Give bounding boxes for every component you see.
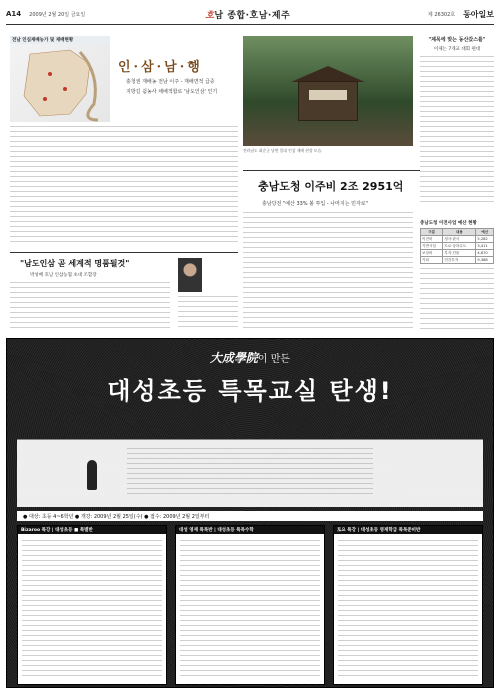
map-svg	[10, 44, 110, 122]
map-graphic	[10, 44, 110, 122]
sidebar-subtitle: 이제는 7개교 대회 편대	[433, 47, 481, 52]
table-title: 충남도청 이전사업 예산 현황	[420, 221, 477, 226]
table-cell: 이전비	[421, 236, 443, 243]
table-cell: 4,870	[476, 250, 494, 257]
feature-keyword: 인·삼·남·행	[118, 60, 203, 75]
ad-description-text	[127, 448, 373, 498]
ad-info-row: ● 대상: 초등 4~6학년 ● 개강: 2009년 2월 25일(수) ● 접수: 2009년 2월 2일부터	[17, 511, 483, 521]
table-cell: 5,282	[476, 236, 494, 243]
table-row	[421, 243, 494, 250]
photo-roof	[291, 66, 365, 82]
photo-building	[298, 81, 358, 121]
table-notes-text	[420, 268, 494, 330]
section-title	[205, 8, 290, 21]
table-row	[421, 236, 494, 243]
photo-sign	[309, 90, 347, 100]
paper-name: 동아일보	[463, 9, 494, 19]
column-body-text-2	[178, 296, 238, 330]
table-header: 예산	[476, 229, 494, 236]
microphone-icon	[87, 460, 97, 490]
table-cell: 도로·상하수도	[443, 243, 476, 250]
advertisement	[6, 338, 494, 688]
ad-column-title: Bizaroo 특강 | 대성초등 ■ 특별반	[18, 526, 166, 534]
feature-body-text	[10, 126, 238, 246]
table-row	[421, 257, 494, 264]
ad-description-panel	[17, 439, 483, 507]
table-header-row	[421, 229, 494, 236]
ad-column-title: 토요 특강 | 대성초등 영재학급 특목준비반	[334, 526, 482, 534]
table-row	[421, 250, 494, 257]
column-rule	[10, 252, 238, 253]
article-body-text	[243, 212, 413, 330]
map-marker	[48, 72, 52, 76]
table-cell: 민간투자	[443, 257, 476, 264]
column-headline: "남도인삼 곧 세계적 명품될것"	[20, 259, 130, 268]
ad-column-text	[180, 540, 320, 678]
page-header	[6, 6, 494, 22]
budget-table	[420, 228, 494, 264]
page-number: A14	[6, 10, 22, 18]
ad-program-column	[17, 525, 167, 685]
ad-brand: 大成學院	[209, 351, 258, 365]
header-rule	[6, 24, 494, 25]
ad-top-rest: 이 만든	[257, 354, 291, 365]
table-header: 내용	[443, 229, 476, 236]
issue-number: 제 26302호	[427, 11, 456, 18]
article-rule	[243, 170, 420, 171]
sidebar	[420, 36, 494, 52]
article-subheadline: 충남당전 "예산 33% 볼 투입 - 나머지는 민자로"	[262, 201, 368, 207]
news-photo	[243, 36, 413, 146]
sidebar-title: "제목에 맞는 동산갔스를"	[428, 37, 486, 43]
section-swoosh: 호	[205, 10, 215, 21]
ad-top-line	[7, 349, 493, 366]
photo-caption: 전라남도 화순군 남면 일대 인삼 재배 현장 모습.	[243, 148, 323, 153]
ad-column-text	[338, 540, 478, 678]
table-cell: 기반시설	[421, 243, 443, 250]
table-cell: 기타	[421, 257, 443, 264]
table-cell: 9,388	[476, 257, 494, 264]
ad-program-column	[333, 525, 483, 685]
table-header: 구분	[421, 229, 443, 236]
ad-column-title: 대성 영재 특목반 | 대성초등 특목수학	[176, 526, 324, 534]
column-body-text	[10, 282, 170, 330]
feature-sub1: 충청권 재배농 전남 이주 - 재배면적 급증	[126, 79, 215, 85]
issue-date: 2009년 2월 20일 금요일	[29, 11, 86, 18]
sidebar-body-text	[420, 56, 494, 206]
region-shape	[24, 50, 90, 116]
table-cell: 보상비	[421, 250, 443, 257]
table-cell: 부지·건물	[443, 250, 476, 257]
table-cell: 3,411	[476, 243, 494, 250]
map-marker	[63, 87, 67, 91]
column-subheadline: 박성배 호남 인삼농협 초대 조합장	[30, 273, 97, 278]
ad-column-text	[22, 540, 162, 678]
feature-sub2: 지방길 쉼농사 채배적합로 '남도인삼' 인기	[126, 89, 218, 95]
table-cell: 청사·관사	[443, 236, 476, 243]
portrait-photo	[178, 258, 202, 292]
section-title-text: 남 종합·호남·제주	[214, 10, 291, 21]
ad-headline: 대성초등 특목교실 탄생!	[107, 377, 393, 405]
map-marker	[43, 97, 47, 101]
ad-program-column	[175, 525, 325, 685]
map-caption: 전남 인심재배농가 및 재배현황	[10, 36, 110, 44]
article-headline: 충남도청 이주비 2조 2951억	[258, 180, 404, 193]
